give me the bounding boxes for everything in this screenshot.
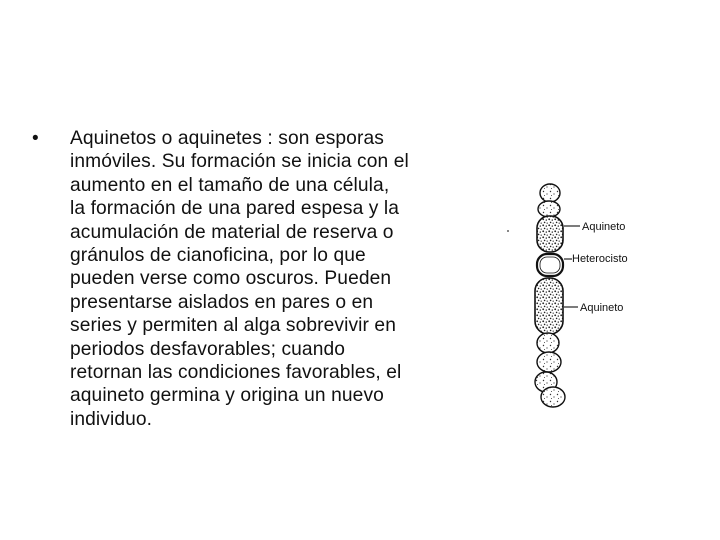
paragraph-line: aquineto germina y origina un nuevo — [70, 385, 384, 407]
paragraph-line: gránulos de cianoficina, por lo que — [70, 245, 366, 267]
paragraph-line: pueden verse como oscuros. Pueden — [70, 268, 392, 290]
paragraph-line: la formación de una pared espesa y la — [70, 198, 400, 220]
bullet-paragraph — [70, 127, 502, 431]
vegetative-cell — [538, 201, 560, 217]
filament-svg — [500, 176, 650, 411]
paragraph-line: aumento en el tamaño de una célula, — [70, 174, 390, 196]
paragraph-line: periodos desfavorables; cuando — [70, 338, 346, 360]
paragraph-line: acumulación de material de reserva o — [70, 221, 394, 243]
vegetative-cell — [541, 387, 565, 407]
label-akinete-bottom: Aquineto — [580, 302, 624, 314]
bullet-dot-icon: • — [32, 128, 39, 149]
paragraph-line: individuo. — [70, 408, 153, 430]
paragraph-line: inmóviles. Su formación se inicia con el — [70, 151, 409, 173]
vegetative-cell — [537, 352, 561, 372]
label-akinete-top: Aquineto — [582, 221, 626, 233]
akinete-cell — [537, 216, 563, 252]
vegetative-cell — [540, 184, 560, 202]
paragraph-line: Aquinetos o aquinetes : son esporas — [70, 128, 384, 149]
filament-illustration — [500, 176, 650, 411]
label-heterocyst: Heterocisto — [572, 253, 628, 265]
akinete-cell — [535, 278, 563, 334]
speck-mark — [507, 230, 509, 232]
paragraph-line: series y permiten al alga sobrevivir en — [70, 315, 396, 337]
paragraph-line: retornan las condiciones favorables, el — [70, 362, 402, 384]
vegetative-cell — [537, 333, 559, 353]
paragraph-line: presentarse aislados en pares o en — [70, 291, 374, 313]
